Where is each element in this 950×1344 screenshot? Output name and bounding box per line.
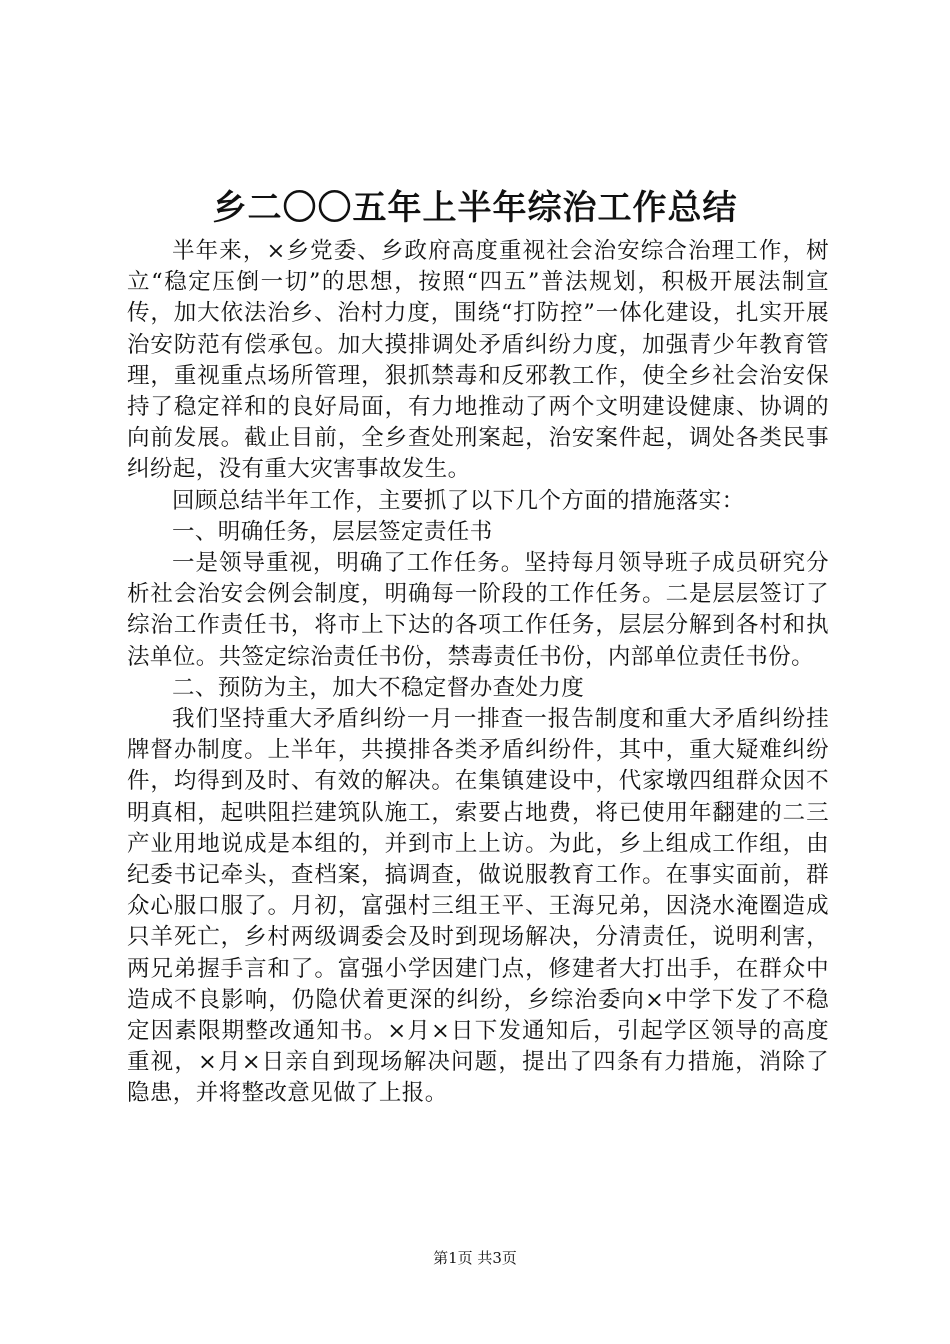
- section-heading-2: 二、预防为主，加大不稳定督办查处力度: [172, 674, 585, 701]
- document-title: 乡二〇〇五年上半年综治工作总结: [212, 188, 738, 228]
- document-body: [127, 236, 829, 1110]
- paragraph-review: 回顾总结半年工作，主要抓了以下几个方面的措施落实：: [172, 487, 745, 514]
- paragraph-section-2: 我们坚持重大矛盾纠纷一月一排查一报告制度和重大矛盾纠纷挂牌督办制度。上半年，共摸排各类矛盾纠纷件，其中，重大疑难纠纷件，均得到及时、有效的解决。在集镇建设中，代家墩四组群众因不明真相，起哄阻拦建筑队施工，索要占地费，将已使用年翻建的二三产业用地说成是本组的，并到市上上访。为此，乡上组成工作组，由纪委书记牵头，查档案，搞调查，做说服教育工作。在事实面前，群众心服口服了。月初，富强村三组王平、王海兄弟，因浇水淹圈造成只羊死亡，乡村两级调委会及时到现场解决，分清责任，说明利害，两兄弟握手言和了。富强小学因建门点，修建者大打出手，在群众中造成不良影响，仍隐伏着更深的纠纷，乡综治委向×中学下发了不稳定因素限期整改通知书。×月×日下发通知后，引起学区领导的高度重视，×月×日亲自到现场解决问题，提出了四条有力措施，消除了隐患，并将整改意见做了上报。: [127, 706, 829, 1107]
- paragraph-section-1: 一是领导重视，明确了工作任务。坚持每月领导班子成员研究分析社会治安会例会制度，明确每一阶段的工作任务。二是层层签订了综治工作责任书，将市上下达的各项工作任务，层层分解到各村和执法单位。共签定综治责任书份，禁毒责任书份，内部单位责任书份。: [127, 550, 829, 670]
- paragraph-intro: 半年来，×乡党委、乡政府高度重视社会治安综合治理工作，树立“稳定压倒一切”的思想，按照“四五”普法规划，积极开展法制宣传，加大依法治乡、治村力度，围绕“打防控”一体化建设，扎实开展治安防范有偿承包。加大摸排调处矛盾纠纷力度，加强青少年教育管理，重视重点场所管理，狠抓禁毒和反邪教工作，使全乡社会治安保持了稳定祥和的良好局面，有力地推动了两个文明建设健康、协调的向前发展。截止目前，全乡查处刑案起，治安案件起，调处各类民事纠纷起，没有重大灾害事故发生。: [127, 238, 829, 483]
- section-heading-1: 一、明确任务，层层签定责任书: [172, 518, 493, 545]
- page-footer: 第1页 共3页: [433, 1249, 517, 1267]
